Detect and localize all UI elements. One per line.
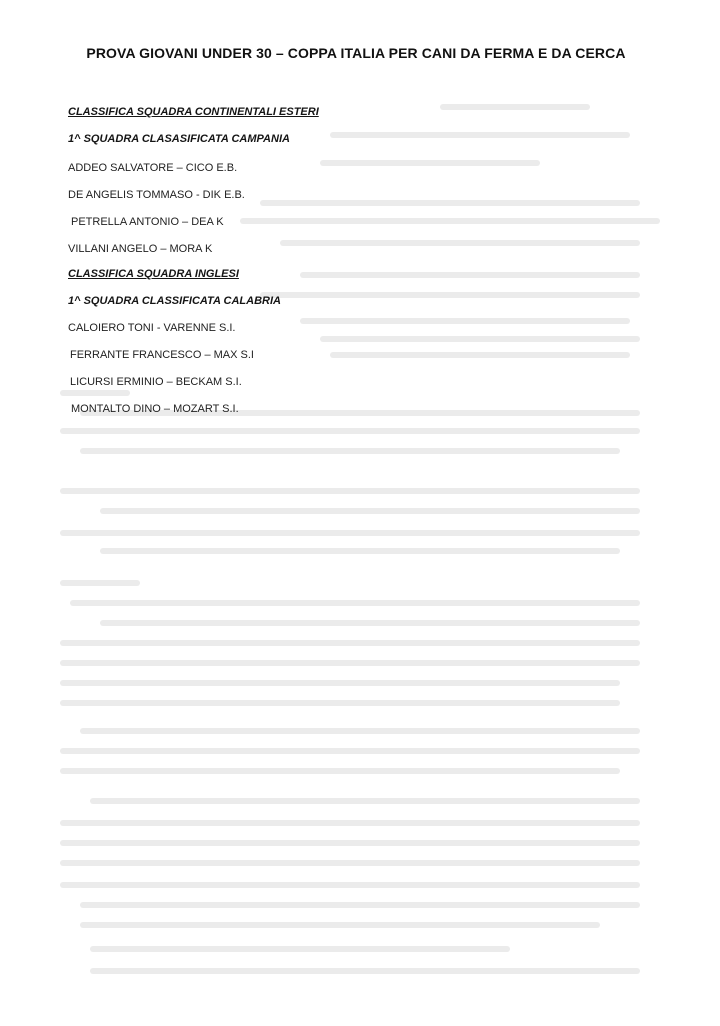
document-title: PROVA GIOVANI UNDER 30 – COPPA ITALIA PER CANI DA FERMA E DA CERCA [86,45,626,61]
team-heading-calabria: 1^ SQUADRA CLASSIFICATA CALABRIA [68,295,281,307]
team-member: FERRANTE FRANCESCO – MAX S.I [70,349,254,361]
team-member: DE ANGELIS TOMMASO - DIK E.B. [68,189,245,201]
team-member: VILLANI ANGELO – MORA K [68,243,213,255]
team-member: ADDEO SALVATORE – CICO E.B. [68,162,238,174]
section-heading-continentali: CLASSIFICA SQUADRA CONTINENTALI ESTERI [68,106,319,118]
section-heading-inglesi: CLASSIFICA SQUADRA INGLESI [68,268,239,280]
team-member: CALOIERO TONI - VARENNE S.I. [68,322,236,334]
team-member: LICURSI ERMINIO – BECKAM S.I. [70,376,242,388]
team-member: MONTALTO DINO – MOZART S.I. [71,403,239,415]
team-member: PETRELLA ANTONIO – DEA K [71,216,224,228]
team-heading-campania: 1^ SQUADRA CLASASIFICATA CAMPANIA [68,133,290,145]
